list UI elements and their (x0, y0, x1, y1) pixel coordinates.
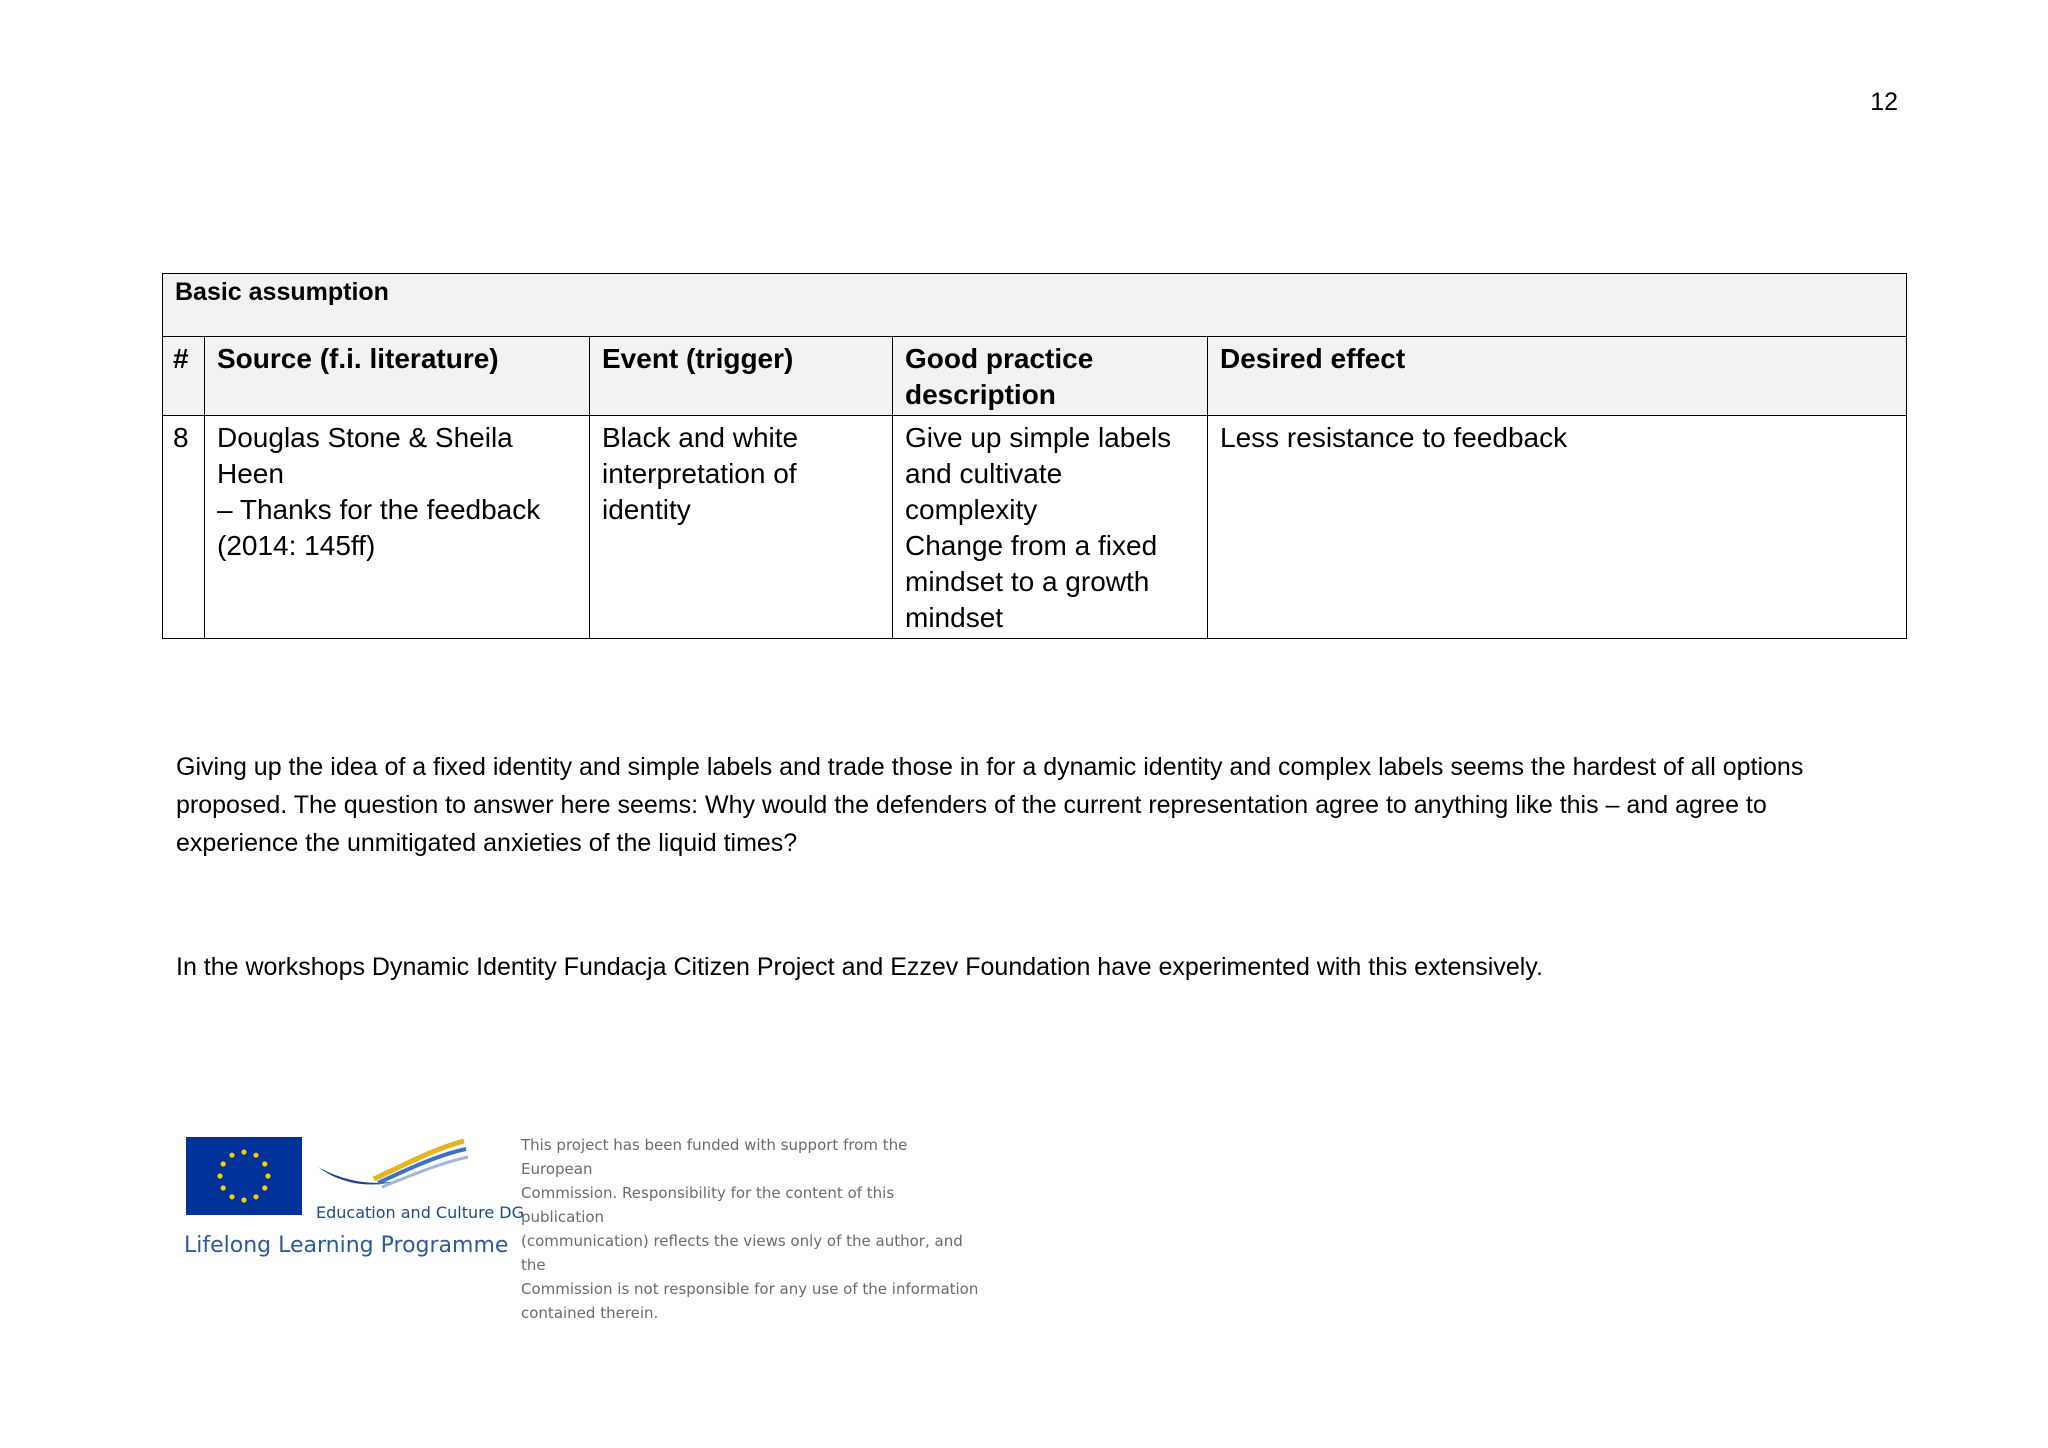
cell-event (590, 416, 893, 639)
practice-line: complexity (905, 494, 1038, 525)
page-number: 12 (1870, 88, 1898, 116)
source-line: Douglas Stone & Sheila Heen (217, 422, 513, 489)
table-row (163, 416, 1907, 639)
cell-number: 8 (163, 416, 205, 639)
event-line: Black and white (602, 422, 799, 453)
funding-disclaimer (521, 1133, 981, 1325)
column-header-event: Event (trigger) (590, 337, 893, 416)
column-header-number: # (163, 337, 205, 416)
event-line: interpretation of (602, 458, 797, 489)
practice-line: Change from a fixed (905, 530, 1158, 561)
eu-flag-icon (186, 1137, 302, 1215)
disclaimer-line: Commission is not responsible for any use of the information (521, 1280, 979, 1298)
education-culture-dg-label: Education and Culture DG (316, 1203, 524, 1222)
body-paragraph: In the workshops Dynamic Identity Fundacja Citizen Project and Ezzev Foundation have experimented with this extensively. (176, 953, 1543, 981)
education-culture-swoosh-icon (314, 1135, 474, 1205)
event-line: identity (602, 494, 691, 525)
practice-line: mindset to a growth (905, 566, 1150, 597)
source-line: – Thanks for the feedback (217, 494, 541, 525)
column-header-desired-effect: Desired effect (1208, 337, 1907, 416)
table-group-header-row (163, 274, 1907, 337)
funding-logo (176, 1125, 524, 1270)
practice-line: mindset (905, 602, 1004, 633)
practice-line: and cultivate (905, 458, 1063, 489)
cell-desired-effect: Less resistance to feedback (1208, 416, 1907, 639)
disclaimer-line: This project has been funded with support from the European (521, 1136, 908, 1178)
table-header-row (163, 337, 1907, 416)
cell-source (205, 416, 590, 639)
disclaimer-line: Commission. Responsibility for the content of this publication (521, 1184, 895, 1226)
column-header-source: Source (f.i. literature) (205, 337, 590, 416)
basic-assumption-header: Basic assumption (163, 274, 1907, 337)
practice-line: Give up simple labels (905, 422, 1172, 453)
column-header-good-practice: Good practice description (893, 337, 1208, 416)
disclaimer-line: contained therein. (521, 1304, 659, 1322)
assumption-table (162, 273, 1907, 639)
disclaimer-line: (communication) reflects the views only of the author, and the (521, 1232, 963, 1274)
cell-good-practice (893, 416, 1208, 639)
lifelong-learning-programme-label: Lifelong Learning Programme (184, 1233, 509, 1258)
body-paragraph: Giving up the idea of a fixed identity and simple labels and trade those in for a dynamic identity and complex labels seems the hardest of all options proposed. The question to answer here seems: Why would the defenders of the current representation agree to anything like this – and agree to experience the unmitigated anxieties of the liquid times? (176, 753, 1804, 857)
source-line: (2014: 145ff) (217, 530, 376, 561)
